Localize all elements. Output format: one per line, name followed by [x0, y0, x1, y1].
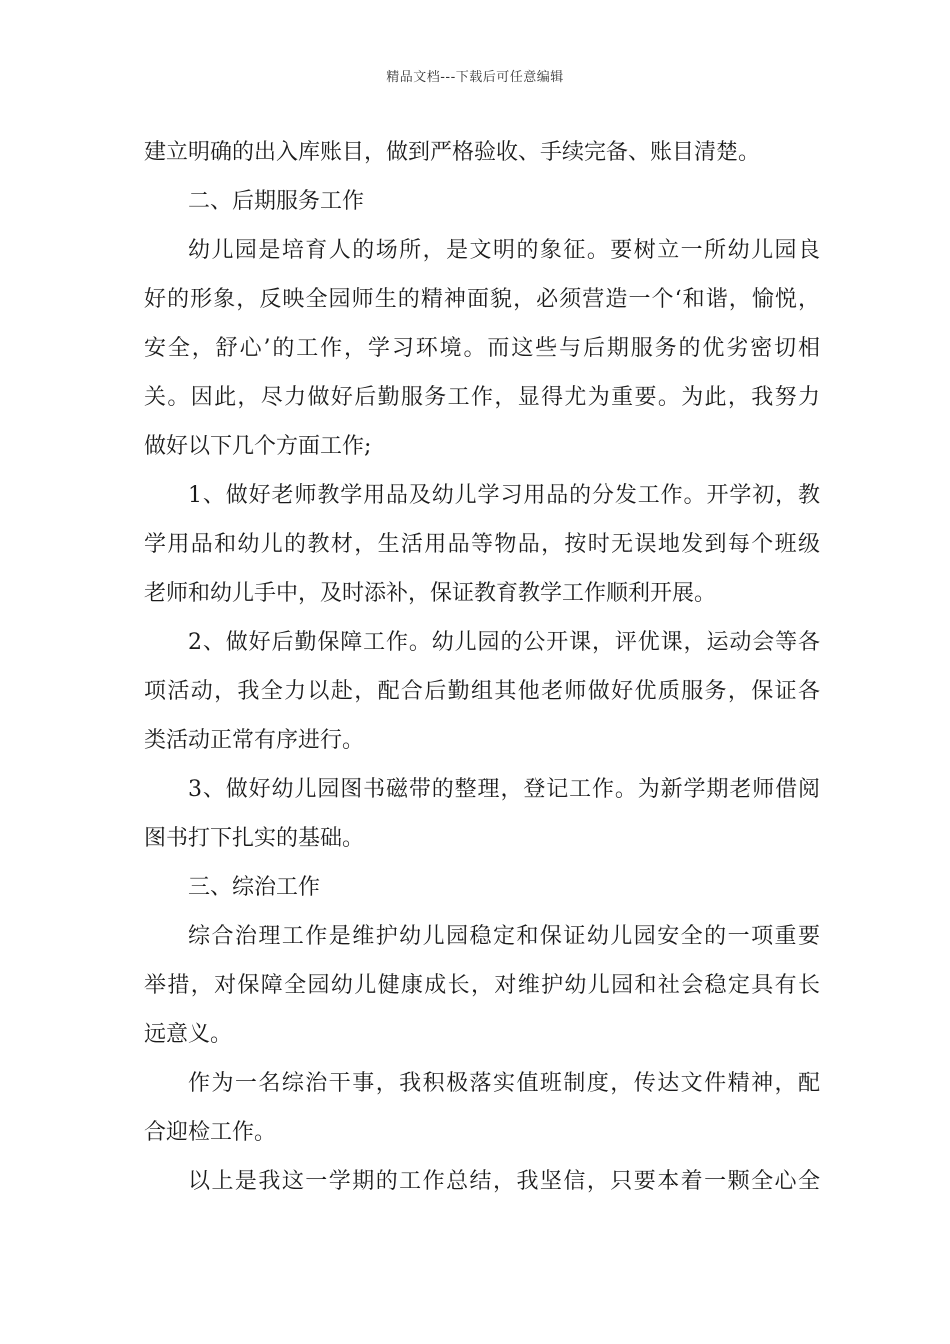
text-line: 综合治理工作是维护幼儿园稳定和保证幼儿园安全的一项重要 — [188, 924, 820, 949]
text-line: 类活动正常有序进行。 — [144, 728, 365, 753]
text-line: 举措，对保障全园幼儿健康成长，对维护幼儿园和社会稳定具有长 — [144, 973, 820, 998]
text-line: 学用品和幼儿的教材，生活用品等物品，按时无误地发到每个班级 — [144, 532, 820, 557]
text-line: 项活动，我全力以赴，配合后勤组其他老师做好优质服务，保证各 — [144, 679, 820, 704]
text-line: 2、做好后勤保障工作。幼儿园的公开课，评优课，运动会等各 — [188, 630, 820, 655]
text-line: 建立明确的出入库账目，做到严格验收、手续完备、账目清楚。 — [144, 140, 761, 165]
text-line: 幼儿园是培育人的场所，是文明的象征。要树立一所幼儿园良 — [188, 238, 820, 263]
text-line: 远意义。 — [144, 1022, 233, 1047]
text-line: 3、做好幼儿园图书磁带的整理，登记工作。为新学期老师借阅 — [188, 777, 820, 802]
document-body — [144, 128, 820, 1206]
text-line: 作为一名综治干事，我积极落实值班制度，传达文件精神，配 — [188, 1071, 820, 1096]
page-header: 精品文档---下载后可任意编辑 — [386, 70, 564, 85]
text-line: 好的形象，反映全园师生的精神面貌，必须营造一个‘和谐，愉悦， — [144, 287, 820, 312]
text-line: 1、做好老师教学用品及幼儿学习用品的分发工作。开学初，教 — [188, 483, 820, 508]
text-line: 安全，舒心’的工作，学习环境。而这些与后期服务的优劣密切相 — [144, 336, 820, 361]
text-line: 以上是我这一学期的工作总结，我坚信，只要本着一颗全心全 — [188, 1169, 820, 1194]
text-line: 合迎检工作。 — [144, 1120, 277, 1145]
text-line: 做好以下几个方面工作; — [144, 434, 372, 459]
text-line: 图书打下扎实的基础。 — [144, 826, 365, 851]
text-line: 老师和幼儿手中，及时添补，保证教育教学工作顺利开展。 — [144, 581, 717, 606]
section-heading: 二、后期服务工作 — [188, 189, 365, 214]
section-heading: 三、综治工作 — [188, 875, 321, 900]
text-line: 关。因此，尽力做好后勤服务工作，显得尤为重要。为此，我努力 — [144, 385, 820, 410]
